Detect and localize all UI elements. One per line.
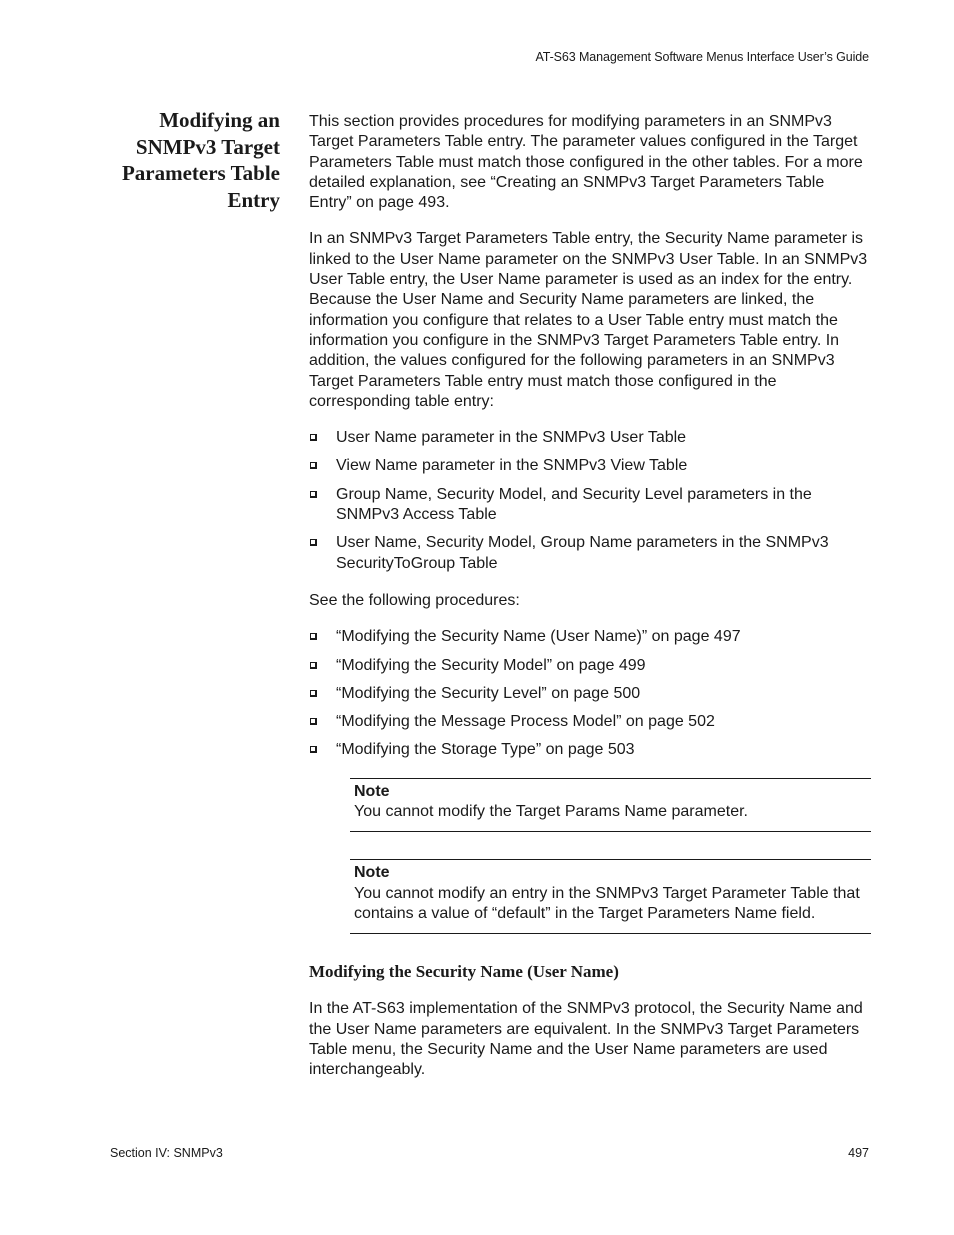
note-box: [350, 859, 871, 934]
checkbox-bullet-icon: [310, 434, 317, 441]
list-item: [309, 485, 871, 526]
section-title-line: Modifying an: [159, 108, 280, 132]
list-item-text: User Name, Security Model, Group Name parameters in the SNMPv3 SecurityToGroup Table: [336, 534, 829, 572]
list-item: [309, 456, 871, 476]
subheading: Modifying the Security Name (User Name): [309, 962, 619, 982]
list-item: [309, 656, 871, 676]
security-name-paragraph: In the AT-S63 implementation of the SNMPv3 protocol, the Security Name and the User Name parameters are equivalent. In the SNMPv3 Target Parameters Table menu, the Security Name and the User Name parameters are used interchangeably.: [309, 1000, 863, 1079]
page-number: 497: [848, 1146, 869, 1160]
list-item-text: View Name parameter in the SNMPv3 View Table: [336, 457, 688, 475]
parameter-list: [309, 428, 871, 574]
checkbox-bullet-icon: [310, 690, 317, 697]
section-title-line: Entry: [227, 187, 280, 212]
note-label: Note: [354, 864, 390, 882]
section-title-line: SNMPv3 Target: [135, 134, 280, 159]
list-item: [309, 712, 871, 732]
note-text: You cannot modify an entry in the SNMPv3 Target Parameter Table that contains a value of “default” in the Target Parameters Name field.: [354, 884, 860, 922]
list-item: [309, 740, 871, 760]
list-item-text: Group Name, Security Model, and Security Level parameters in the SNMPv3 Access Table: [336, 485, 812, 524]
procedure-list: [309, 627, 871, 760]
note-label: Note: [354, 782, 390, 800]
main-content: [309, 112, 871, 1096]
procedure-link[interactable]: “Modifying the Security Name (User Name)” on page 497: [336, 628, 741, 646]
note-box: [350, 778, 871, 833]
linked-parameters-paragraph: In an SNMPv3 Target Parameters Table entry, the Security Name parameter is linked to the User Name parameter on the SNMPv3 User Table. In an SNMPv3 User Table entry, the User Name parameter is used as an index for the entry. Because the User Name and Security Name parameters are linked, the information you configure that relates to a User Table entry must match the information you configure in the SNMPv3 Target Parameters Table entry. In addition, the values configured for the following parameters in an SNMPv3 Target Parameters Table entry must match those configured in the corresponding table entry:: [309, 230, 868, 410]
checkbox-bullet-icon: [310, 633, 317, 640]
section-title-line: Parameters Table: [121, 161, 280, 185]
list-item: [309, 684, 871, 704]
note-text: You cannot modify the Target Params Name parameter.: [354, 803, 748, 821]
section-title: [80, 107, 280, 213]
list-item-text: User Name parameter in the SNMPv3 User Table: [336, 429, 687, 447]
procedure-link[interactable]: “Modifying the Storage Type” on page 503: [336, 741, 635, 759]
list-item: [309, 428, 871, 448]
checkbox-bullet-icon: [310, 718, 317, 725]
footer-section: Section IV: SNMPv3: [110, 1146, 223, 1160]
list-item: [309, 533, 871, 574]
checkbox-bullet-icon: [310, 746, 317, 753]
list-item: [309, 627, 871, 647]
checkbox-bullet-icon: [310, 491, 317, 498]
running-header: AT-S63 Management Software Menus Interface User’s Guide: [535, 50, 869, 64]
checkbox-bullet-icon: [310, 662, 317, 669]
procedure-link[interactable]: “Modifying the Security Level” on page 500: [336, 684, 641, 702]
intro-paragraph: This section provides procedures for modifying parameters in an SNMPv3 Target Parameters Table entry. The parameter values configured in the Target Parameters Table must match those configured in the other tables. For a more detailed explanation, see “Creating an SNMPv3 Target Parameters Table Entry” on page 493.: [309, 113, 863, 212]
procedure-link[interactable]: “Modifying the Message Process Model” on page 502: [336, 713, 715, 731]
checkbox-bullet-icon: [310, 539, 317, 546]
see-following-paragraph: See the following procedures:: [309, 591, 520, 609]
checkbox-bullet-icon: [310, 462, 317, 469]
procedure-link[interactable]: “Modifying the Security Model” on page 499: [336, 656, 646, 674]
